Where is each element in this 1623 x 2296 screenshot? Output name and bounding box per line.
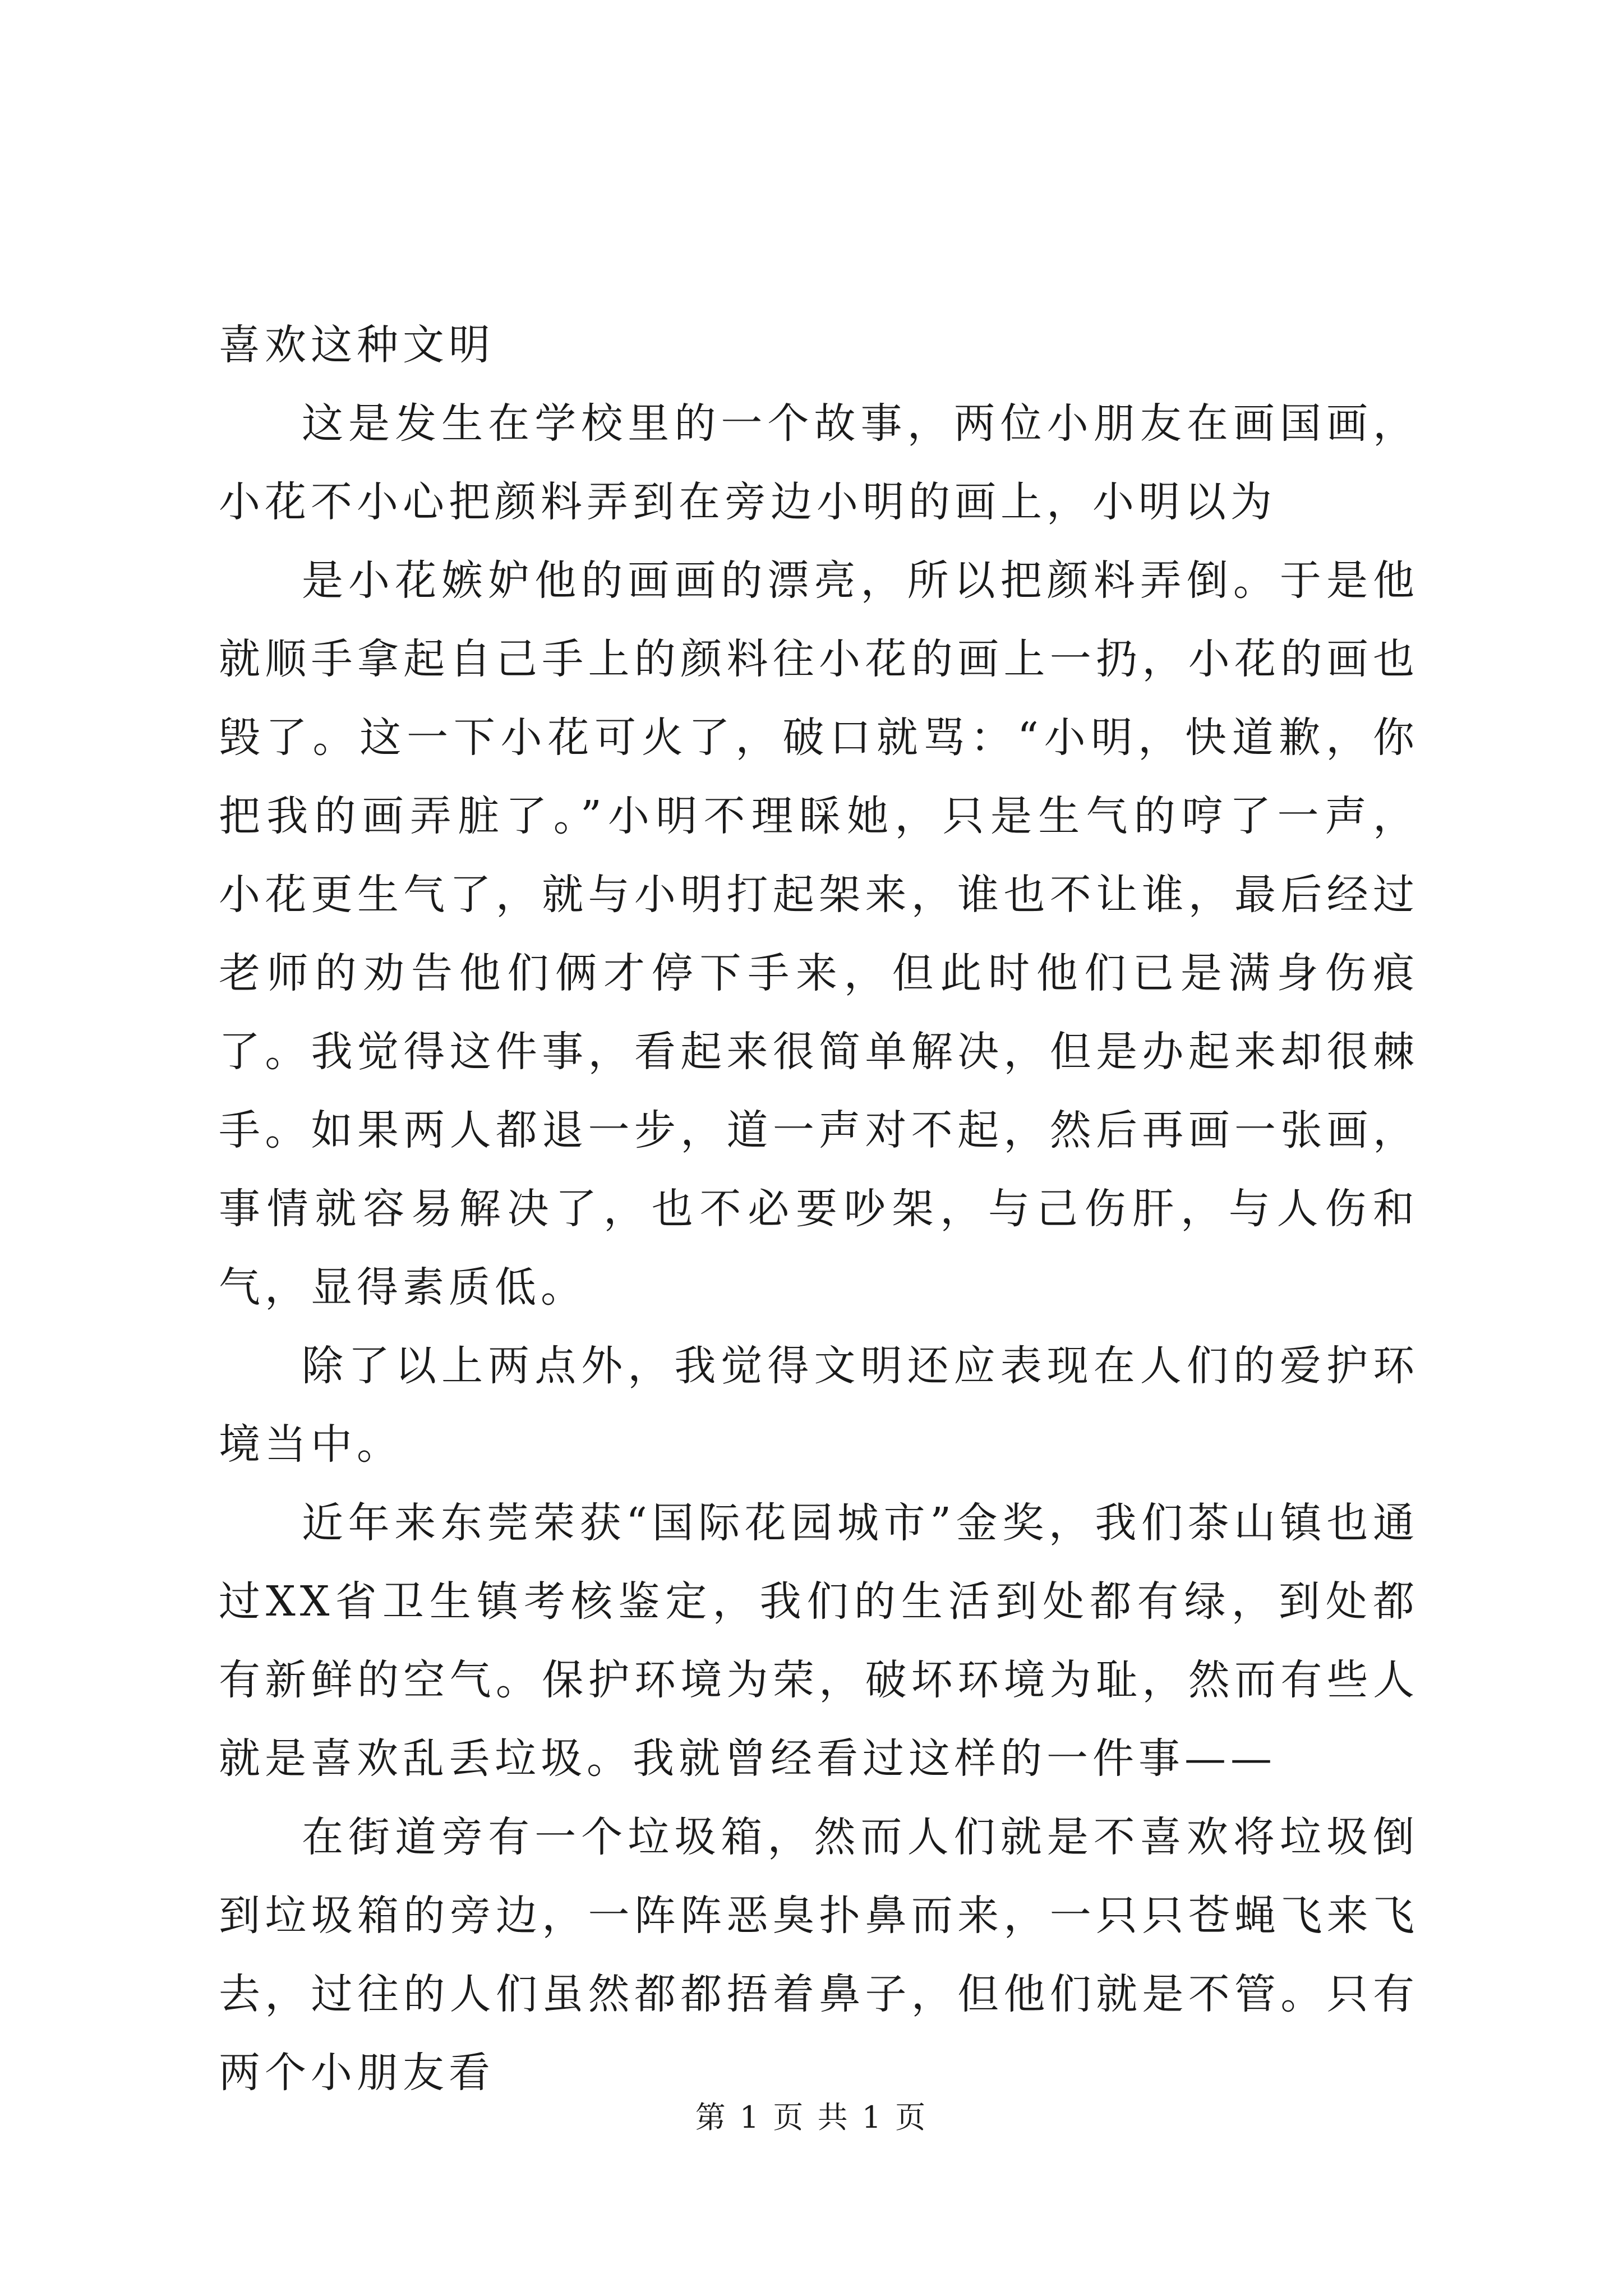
paragraph-5: 在街道旁有一个垃圾箱，然而人们就是不喜欢将垃圾倒到垃圾箱的旁边，一阵阵恶臭扑鼻而来，一只只苍蝇飞来飞去，过往的人们虽然都都捂着鼻子，但他们就是不管。只有两个小朋友看	[219, 1813, 1419, 2097]
document-body	[219, 306, 1419, 2112]
paragraph-2: 是小花嫉妒他的画画的漂亮，所以把颜料弄倒。于是他就顺手拿起自己手上的颜料往小花的画上一扔，小花的画也毁了。这一下小花可火了，破口就骂：“小明，快道歉，你把我的画弄脏了。”小明不理睬她，只是生气的哼了一声，小花更生气了，就与小明打起架来，谁也不让谁，最后经过老师的劝告他们俩才停下手来，但此时他们已是满身伤痕了。我觉得这件事，看起来很简单解决，但是办起来却很棘手。如果两人都退一步，道一声对不起，然后再画一张画，事情就容易解决了，也不必要吵架，与己伤肝，与人伤和气，显得素质低。	[219, 556, 1419, 1312]
paragraph-1: 这是发生在学校里的一个故事，两位小朋友在画国画，小花不小心把颜料弄到在旁边小明的画上，小明以为	[219, 399, 1419, 526]
paragraph-3: 除了以上两点外，我觉得文明还应表现在人们的爱护环境当中。	[219, 1342, 1419, 1469]
paragraph-4: 近年来东莞荣获“国际花园城市”金奖，我们茶山镇也通过XX省卫生镇考核鉴定，我们的生活到处都有绿，到处都有新鲜的空气。保护环境为荣，破坏环境为耻，然而有些人就是喜欢乱丢垃圾。我就曾经看过这样的一件事——	[219, 1499, 1419, 1783]
document-title: 喜欢这种文明	[219, 321, 495, 369]
page-footer: 第 1 页 共 1 页	[695, 2100, 928, 2135]
